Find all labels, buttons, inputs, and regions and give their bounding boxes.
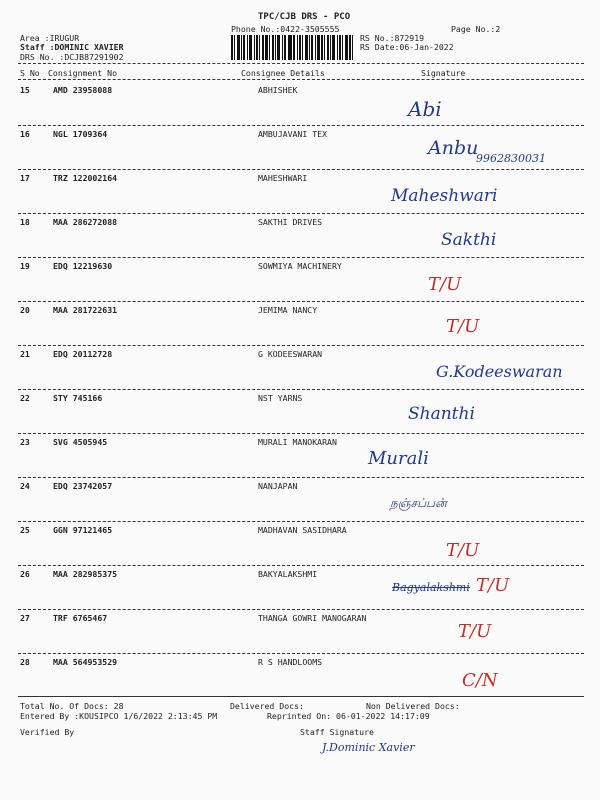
handwritten-signature: Sakthi: [441, 230, 497, 250]
row-divider: [18, 301, 584, 302]
handwritten-signature: T/U: [446, 316, 480, 337]
row-consignment: NGL 1709364: [53, 129, 108, 139]
row-consignment: TRZ 122002164: [53, 173, 118, 183]
row-consignee: NANJAPAN: [258, 481, 298, 491]
row-consignee: NST YARNS: [258, 393, 303, 403]
row-sno: 25: [20, 525, 30, 535]
col-header-consignment: Consignment No: [48, 68, 118, 78]
delivered-docs: Delivered Docs:: [230, 701, 304, 711]
document-title: TPC/CJB DRS - PCO: [258, 12, 351, 22]
col-header-consignee: Consignee Details: [241, 68, 325, 78]
row-sno: 26: [20, 569, 30, 579]
row-divider: [18, 565, 584, 566]
row-consignee: ABHISHEK: [258, 85, 298, 95]
row-sno: 15: [20, 85, 30, 95]
row-sno: 20: [20, 305, 30, 315]
row-divider: [18, 433, 584, 434]
row-sno: 28: [20, 657, 30, 667]
row-consignee: AMBUJAVANI TEX: [258, 129, 328, 139]
row-consignment: MAA 281722631: [53, 305, 118, 315]
footer-divider: [18, 696, 584, 697]
staff-handwritten-signature: J.Dominic Xavier: [322, 741, 415, 754]
row-consignee: SOWMIYA MACHINERY: [258, 261, 342, 271]
row-divider: [18, 169, 584, 170]
row-sno: 22: [20, 393, 30, 403]
handwritten-signature: Maheshwari: [391, 186, 498, 206]
row-divider: [18, 653, 584, 654]
page-number: Page No.:2: [451, 24, 501, 34]
row-consignment: TRF 6765467: [53, 613, 108, 623]
row-sno: 23: [20, 437, 30, 447]
row-sno: 16: [20, 129, 30, 139]
row-consignment: SVG 4505945: [53, 437, 108, 447]
handwritten-signature: நஞ்சப்பன்: [390, 496, 447, 510]
row-consignment: STY 745166: [53, 393, 103, 403]
handwritten-signature: Abi: [408, 97, 442, 121]
handwritten-signature: G.Kodeeswaran: [436, 362, 563, 381]
row-consignee: MURALI MANOKARAN: [258, 437, 337, 447]
row-divider: [18, 213, 584, 214]
handwritten-phone-note: 9962830031: [476, 152, 546, 165]
row-consignment: GGN 97121465: [53, 525, 113, 535]
phone-number: Phone No.:0422-3505555: [231, 24, 340, 34]
reprinted-on: Reprinted On: 06-01-2022 14:17:09: [267, 711, 430, 721]
row-consignee: THANGA GOWRI MANOGARAN: [258, 613, 367, 623]
row-consignment: MAA 564953529: [53, 657, 118, 667]
drs-number: DRS No. :DCJB87291902: [20, 52, 124, 62]
row-sno: 17: [20, 173, 30, 183]
handwritten-signature: Shanthi: [408, 404, 475, 424]
row-consignment: MAA 282985375: [53, 569, 118, 579]
row-consignee: JEMIMA NANCY: [258, 305, 318, 315]
barcode: [231, 35, 353, 60]
staff-signature-label: Staff Signature: [300, 727, 374, 737]
column-header-divider: [18, 79, 584, 80]
row-sno: 19: [20, 261, 30, 271]
handwritten-signature: T/U: [446, 540, 480, 561]
rs-date: RS Date:06-Jan-2022: [360, 42, 454, 52]
row-consignee: BAKYALAKSHMI: [258, 569, 318, 579]
row-consignment: EDQ 23742057: [53, 481, 113, 491]
handwritten-signature: T/U: [458, 621, 492, 642]
row-sno: 18: [20, 217, 30, 227]
area-label: Area :IRUGUR: [20, 33, 80, 43]
col-header-sno: S No: [20, 68, 40, 78]
entered-by: Entered By :KOUSIPCO 1/6/2022 2:13:45 PM: [20, 711, 218, 721]
row-consignment: EDQ 12219630: [53, 261, 113, 271]
row-consignee: G KODEESWARAN: [258, 349, 323, 359]
row-consignment: EDQ 20112728: [53, 349, 113, 359]
row-divider: [18, 257, 584, 258]
row-consignee: R S HANDLOOMS: [258, 657, 323, 667]
handwritten-signature: Murali: [368, 448, 429, 469]
col-header-signature: Signature: [421, 68, 466, 78]
row-sno: 24: [20, 481, 30, 491]
rs-number: RS No.:872919: [360, 33, 425, 43]
row-divider: [18, 477, 584, 478]
row-divider: [18, 521, 584, 522]
handwritten-signature: Anbu: [428, 137, 479, 159]
row-divider: [18, 389, 584, 390]
row-consignee: MAHESHWARI: [258, 173, 308, 183]
row-consignment: AMD 23958088: [53, 85, 113, 95]
handwritten-signature: T/U: [476, 575, 510, 596]
row-sno: 27: [20, 613, 30, 623]
handwritten-signature: T/U: [428, 274, 462, 295]
row-consignment: MAA 286272088: [53, 217, 118, 227]
row-divider: [18, 125, 584, 126]
total-docs: Total No. Of Docs: 28: [20, 701, 124, 711]
row-sno: 21: [20, 349, 30, 359]
staff-label: Staff :DOMINIC XAVIER: [20, 42, 124, 52]
handwritten-signature: C/N: [462, 670, 498, 691]
non-delivered-docs: Non Delivered Docs:: [366, 701, 460, 711]
crossed-out-signature: Bagyalakshmi: [392, 581, 470, 594]
header-divider: [18, 63, 584, 64]
row-divider: [18, 345, 584, 346]
verified-by: Verified By: [20, 727, 75, 737]
row-consignee: MADHAVAN SASIDHARA: [258, 525, 347, 535]
row-divider: [18, 609, 584, 610]
row-consignee: SAKTHI DRIVES: [258, 217, 323, 227]
